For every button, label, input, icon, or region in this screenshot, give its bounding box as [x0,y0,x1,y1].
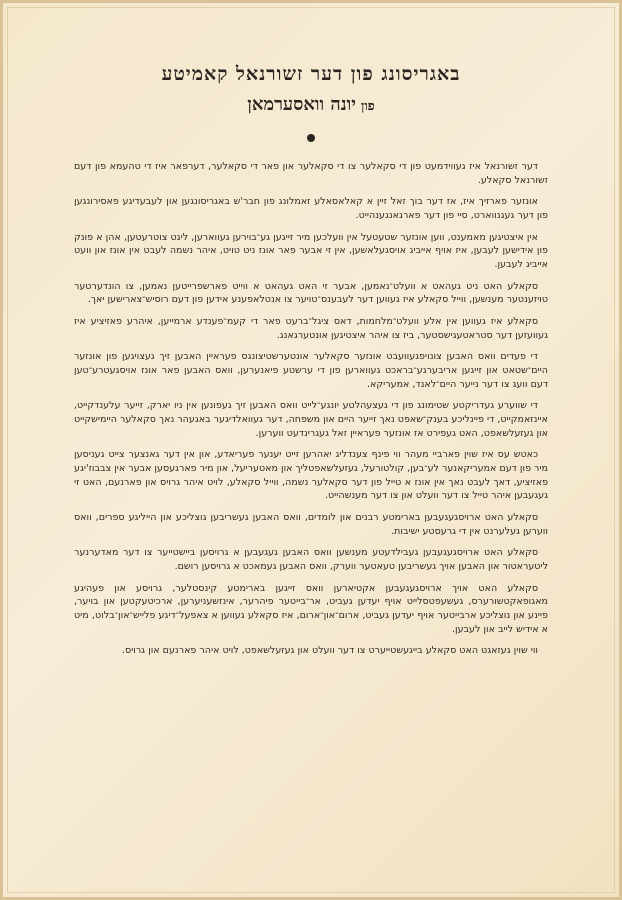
article-body [74,160,548,666]
paragraph: די שווערע געדריקטע שטימונג פון די געצעהלטע יונגע־לייט וואס האבען זיך געפונען אין ניו יארק, זייער עלענדקייט, איינזאמקייט, די פיינליכע בענק־שאפט נאך זייער היים און משפחה, דער געוואלדיגער באגעהר נאך סקאלער היימישקייט און געזעלשאפט, האט געפירט אז אונזער פעראיין זאל געגרינדעט ווערען. [74,400,548,439]
byline [0,94,622,118]
section-divider-bullet [307,134,315,142]
paragraph: דער זשורנאל איז געווידמעט פון די סקאלער צו די סקאלער און פאר די סקאלער, דערפאר איז די טהעמא פון דעם זשורנאל סקאלע. [74,161,548,186]
article-title: באגריסונג פון דער זשורנאל קאמיטע [161,63,461,85]
paragraph: סקאלע האט ניט געהאט א וועלט־נאמען, אבער זי האט געהאט א ווייט פארשפרייטען נאמען, צו הונדערטער טויזענטער מענשען, ווייל סקאלע איז געווען דער לעבענס־טויער צו אנטלאפענע אידען פון דעם רוסיש־צארישען יאך. [74,280,548,306]
paragraph: כאטש עס איז שוין פארביי מעהר ווי פינף צענדליג יאהרען זייט יענער פעריאדע, און אין דער גאנצער צייט געניסען מיר פון דעם אמעריקאנער לע־בען, קולטורעל, געזעלשאפטליך און מאטעריעל, און מיר פארגעסען אבער אין צבבוז'יגע פאזיציע, דאך לעבט נאך אין אונז א טייל פון דער סקאלער נשמה, ווייל סקאלע, לויט איהר גרויס און פארנעם, האט זי געגעבען איהר טייל צו דער וועלט און צו דער מענשהייט. [74,449,548,502]
paragraph: אין איצטיגען מאמענט, ווען אונזער שטעטעל אין וועלכען מיר זייגען גע־בוירען געווארען, ליגט צוטרעטען, אהן א פונק פון אידישען לעבען, איז אויף אייביג אויסגעלאשען, אין זי אבער פאר אונז ניט טויט, איהר נשמה לעבט אין אונז און וועט אייביג לעבען. [74,231,548,270]
author-name: יונה וואסערמאן [247,94,356,115]
paragraph: סקאלע איז געווען אין אלע וועלט־מלחמות, דאס ציגל־ברעט פאר די קעמ־פענדע ארמייען, איהרע פאזיציע איז געוועזען דער סטראטעגישסטער, ביז צו איהר איצטיגען אונטערגאנג. [74,316,548,341]
paragraph: סקאלע האט ארויסגעגעבען געבילדעטע מענשען וואס האבען געגעבען א גרויסען ביישטייער צו דער מאדערנער ליטעראטור און האבען אויך געשריבען טעאטער ווערק, וואס האבען געמאכט א גרויסען רושם. [74,547,548,572]
byline-prefix: פון [361,99,375,114]
paragraph: סקאלע האט אויך ארויסגעגעבען אקטיארען וואס זייגען בארימטע קינסטלער, גרויסע און פעהיגע מאגופאקטשורערס, געשעפטסלייט אויף יעדען געביט, אר־בייטער פיהרער, אינזשעניערען, ארכיטעקטען און בויער, פיינע און נוצליכע ארבייטער אויף יעדען געביט, ארום־און־ארום, איז סקאלע געווען א צאפעל־דיגע פלייש־און־בלוט, מיט א אידיש לייב און לעבען. [74,582,548,635]
paragraph: ווי שוין געזאגט האט סקאלע בייגעשטייערט צו דער וועלט און געזעלשאפט, לויט איהר פארנעם און גרויס. [121,645,538,657]
article-header [0,62,622,118]
paragraph: סקאלע האט ארויסגעגעבען בארימטע רבנים און לומדים, וואס האבען געשריבען גוצליכע און הייליגע ספרים, וואס ווערען געלערנט אין די גרעסטע ישיבות. [74,511,548,537]
paragraph: די פעדים וואס האבען צונויפגעוועבט אונזער סקאלער אונטערשטיצונגס פעראיין האבען זיך געצויגען פון אונזער היים־שטאט און זייגען אריבערגע־בראכט געווארען פון די ערשטע פיאנערען, וואס האבען פאר אונז אויסגעטרע־טען דעם וועג צו דער נייער היים־לאנד, אמעריקא. [74,351,548,390]
paragraph: אונזער פארזיך איז, אז דער בוך זאל זיין א קאלאסאלע זאמלונג פון חבר'ש באגריסונגען און לעבעדיגע פאסירונגען פון דער געגנווארט, סיי פון דער פארגאנגענהייט. [74,196,548,221]
